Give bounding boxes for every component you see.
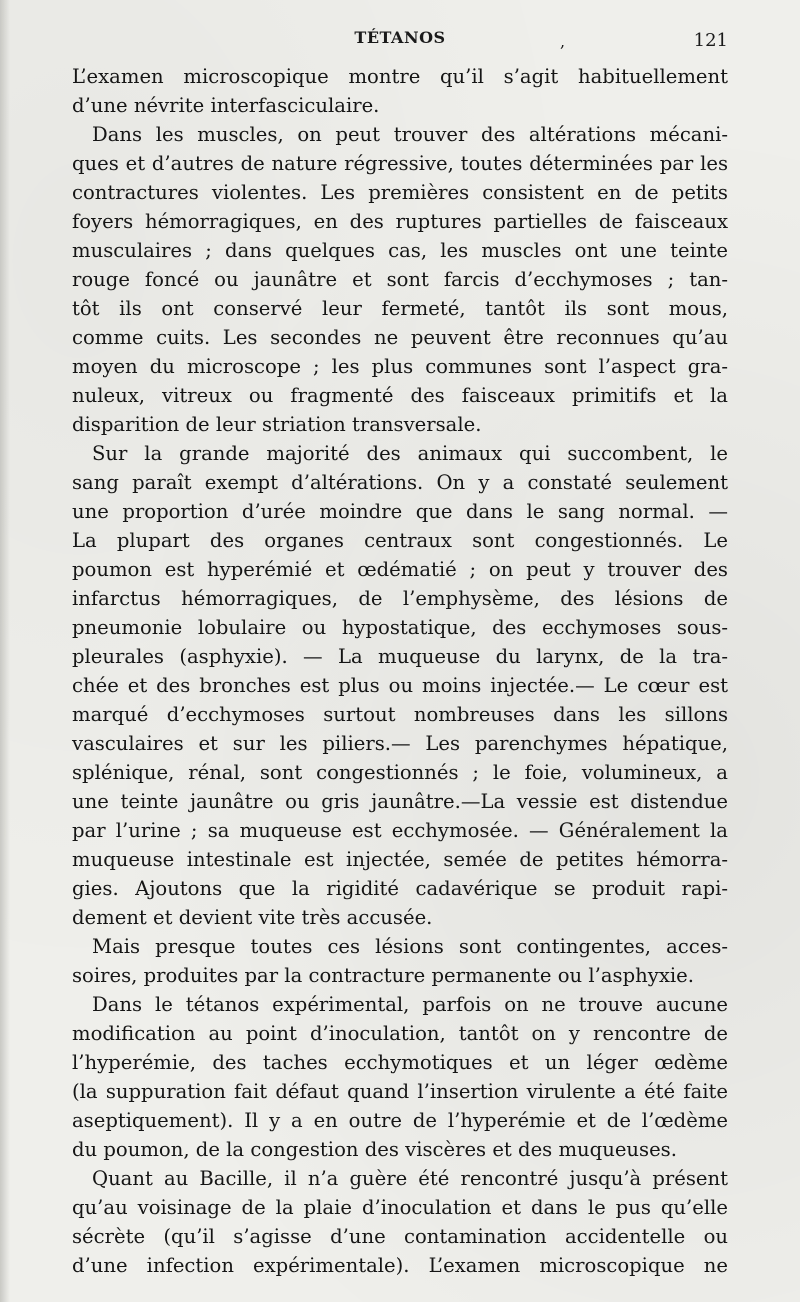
- text-line: du poumon, de la congestion des viscères et des muqueuses.: [72, 1138, 677, 1161]
- paragraph: [72, 120, 728, 439]
- text-line: gies. Ajoutons que la rigidité cadavérique se produit rapi-: [72, 877, 728, 900]
- text-line: sécrète (qu’il s’agisse d’une contamination accidentelle ou: [72, 1225, 728, 1248]
- text-line: nuleux, vitreux ou fragmenté des faisceaux primitifs et la: [72, 384, 728, 407]
- text-line: dement et devient vite très accusée.: [72, 906, 433, 929]
- body-text: [72, 62, 728, 1280]
- header-mark: ,: [560, 32, 566, 51]
- text-line: pleurales (asphyxie). — La muqueuse du larynx, de la tra-: [72, 645, 728, 668]
- text-line: une proportion d’urée moindre que dans le sang normal. —: [72, 500, 728, 523]
- text-line: par l’urine ; sa muqueuse est ecchymosée. — Généralement la: [72, 819, 728, 842]
- text-line: marqué d’ecchymoses surtout nombreuses dans les sillons: [72, 703, 728, 726]
- text-line: comme cuits. Les secondes ne peuvent être reconnues qu’au: [72, 326, 728, 349]
- paragraph: [72, 990, 728, 1164]
- text-line: d’une névrite interfasciculaire.: [72, 94, 380, 117]
- paragraph: [72, 932, 728, 990]
- paragraph: [72, 62, 728, 120]
- text-line: contractures violentes. Les premières consistent en de petits: [72, 181, 728, 204]
- text-line: L’examen microscopique montre qu’il s’agit habituellement: [72, 65, 728, 88]
- text-line: poumon est hyperémié et œdématié ; on peut y trouver des: [72, 558, 728, 581]
- running-title: TÉTANOS: [354, 28, 446, 47]
- text-line: chée et des bronches est plus ou moins injectée.— Le cœur est: [72, 674, 728, 697]
- text-line: sang paraît exempt d’altérations. On y a constaté seulement: [72, 471, 728, 494]
- page-number: 121: [693, 30, 728, 51]
- text-line: l’hyperémie, des taches ecchymotiques et un léger œdème: [72, 1051, 728, 1074]
- paragraph: [72, 1164, 728, 1280]
- text-line: d’une infection expérimentale). L’examen microscopique ne: [72, 1254, 728, 1277]
- text-line: splénique, rénal, sont congestionnés ; le foie, volumineux, a: [72, 761, 728, 784]
- text-line: rouge foncé ou jaunâtre et sont farcis d’ecchymoses ; tan-: [72, 268, 728, 291]
- text-line: ques et d’autres de nature régressive, toutes déterminées par les: [72, 152, 728, 175]
- text-line: modification au point d’inoculation, tantôt on y rencontre de: [72, 1022, 728, 1045]
- text-line: tôt ils ont conservé leur fermeté, tantôt ils sont mous,: [72, 297, 728, 320]
- text-line: foyers hémorragiques, en des ruptures partielles de faisceaux: [72, 210, 728, 233]
- text-line: Mais presque toutes ces lésions sont contingentes, acces-: [92, 935, 728, 958]
- page-gutter-shadow: [0, 0, 10, 1302]
- text-line: moyen du microscope ; les plus communes sont l’aspect gra-: [72, 355, 728, 378]
- text-line: qu’au voisinage de la plaie d’inoculation et dans le pus qu’elle: [72, 1196, 728, 1219]
- text-line: Dans les muscles, on peut trouver des altérations mécani-: [92, 123, 728, 146]
- text-line: pneumonie lobulaire ou hypostatique, des ecchymoses sous-: [72, 616, 728, 639]
- text-line: Sur la grande majorité des animaux qui succombent, le: [92, 442, 728, 465]
- text-line: La plupart des organes centraux sont congestionnés. Le: [72, 529, 728, 552]
- text-line: infarctus hémorragiques, de l’emphysème, des lésions de: [72, 587, 728, 610]
- text-line: (la suppuration fait défaut quand l’insertion virulente a été faite: [72, 1080, 728, 1103]
- text-line: vasculaires et sur les piliers.— Les parenchymes hépatique,: [72, 732, 728, 755]
- page-header: [72, 28, 728, 52]
- text-line: disparition de leur striation transversale.: [72, 413, 482, 436]
- text-line: Quant au Bacille, il n’a guère été rencontré jusqu’à présent: [92, 1167, 728, 1190]
- text-line: muqueuse intestinale est injectée, semée de petites hémorra-: [72, 848, 728, 871]
- text-line: soires, produites par la contracture permanente ou l’asphyxie.: [72, 964, 694, 987]
- text-line: Dans le tétanos expérimental, parfois on ne trouve aucune: [92, 993, 728, 1016]
- text-line: musculaires ; dans quelques cas, les muscles ont une teinte: [72, 239, 728, 262]
- text-line: aseptiquement). Il y a en outre de l’hyperémie et de l’œdème: [72, 1109, 728, 1132]
- text-line: une teinte jaunâtre ou gris jaunâtre.—La vessie est distendue: [72, 790, 728, 813]
- paragraph: [72, 439, 728, 932]
